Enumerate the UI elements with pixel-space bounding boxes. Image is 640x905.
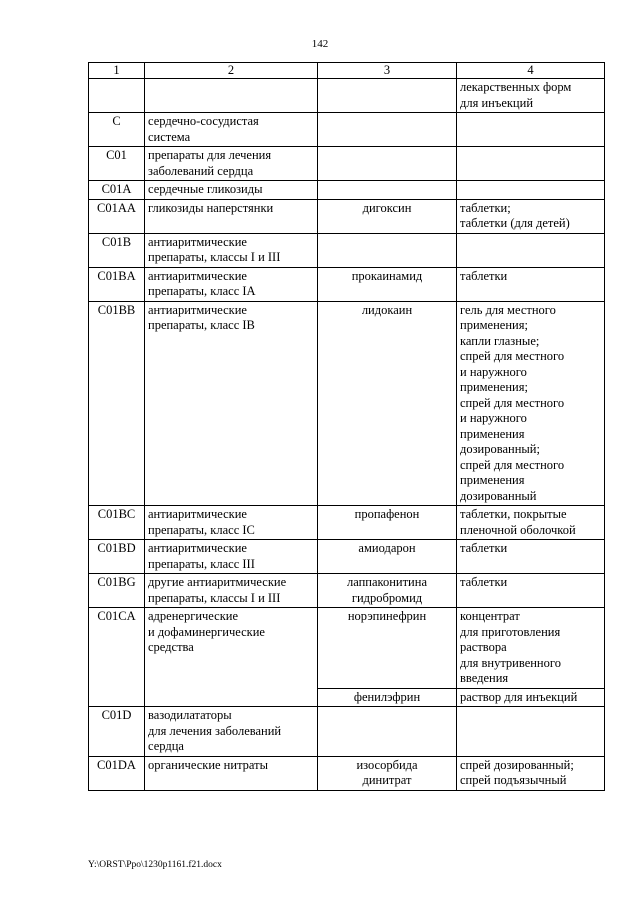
inn-cell bbox=[318, 79, 457, 113]
dosage-form-cell bbox=[457, 147, 605, 181]
table-row bbox=[89, 147, 605, 181]
atc-code-cell: C bbox=[89, 113, 145, 147]
header-col-2: 2 bbox=[145, 63, 318, 79]
inn-cell: амиодарон bbox=[318, 540, 457, 574]
dosage-form-cell: таблетки, покрытые пленочной оболочкой bbox=[457, 506, 605, 540]
atc-code-cell: C01D bbox=[89, 707, 145, 757]
inn-cell bbox=[318, 181, 457, 200]
inn-cell: изосорбида динитрат bbox=[318, 756, 457, 790]
atc-code-cell: C01BC bbox=[89, 506, 145, 540]
dosage-form-cell: таблетки bbox=[457, 267, 605, 301]
atc-code-cell: C01B bbox=[89, 233, 145, 267]
header-row bbox=[89, 63, 605, 79]
table-row bbox=[89, 756, 605, 790]
inn-cell bbox=[318, 113, 457, 147]
dosage-form-cell: таблетки bbox=[457, 574, 605, 608]
dosage-form-cell: спрей дозированный; спрей подъязычный bbox=[457, 756, 605, 790]
table-row bbox=[89, 608, 605, 689]
atc-code-cell: C01BD bbox=[89, 540, 145, 574]
dosage-form-cell: лекарственных форм для инъекций bbox=[457, 79, 605, 113]
header-col-1: 1 bbox=[89, 63, 145, 79]
atc-code-cell: C01BA bbox=[89, 267, 145, 301]
group-cell: гликозиды наперстянки bbox=[145, 199, 318, 233]
dosage-form-cell bbox=[457, 113, 605, 147]
group-cell: сердечные гликозиды bbox=[145, 181, 318, 200]
inn-cell bbox=[318, 147, 457, 181]
atc-code-cell: C01BG bbox=[89, 574, 145, 608]
table-row bbox=[89, 574, 605, 608]
inn-cell: фенилэфрин bbox=[318, 688, 457, 707]
table-row bbox=[89, 113, 605, 147]
group-cell: вазодилататоры для лечения заболеваний сердца bbox=[145, 707, 318, 757]
table-row bbox=[89, 267, 605, 301]
atc-drug-table bbox=[88, 62, 605, 791]
group-cell: другие антиаритмические препараты, классы I и III bbox=[145, 574, 318, 608]
table-row bbox=[89, 199, 605, 233]
inn-cell: лидокаин bbox=[318, 301, 457, 506]
inn-cell bbox=[318, 233, 457, 267]
atc-code-cell: C01BB bbox=[89, 301, 145, 506]
atc-code-cell: C01 bbox=[89, 147, 145, 181]
inn-cell: пропафенон bbox=[318, 506, 457, 540]
table-row bbox=[89, 233, 605, 267]
group-cell: органические нитраты bbox=[145, 756, 318, 790]
atc-code-cell: C01A bbox=[89, 181, 145, 200]
dosage-form-cell bbox=[457, 707, 605, 757]
header-col-3: 3 bbox=[318, 63, 457, 79]
atc-code-cell: C01DA bbox=[89, 756, 145, 790]
group-cell: сердечно-сосудистая система bbox=[145, 113, 318, 147]
atc-code-cell: C01AA bbox=[89, 199, 145, 233]
header-col-4: 4 bbox=[457, 63, 605, 79]
inn-cell: дигоксин bbox=[318, 199, 457, 233]
group-cell: антиаритмические препараты, класс IA bbox=[145, 267, 318, 301]
dosage-form-cell: таблетки; таблетки (для детей) bbox=[457, 199, 605, 233]
table-row bbox=[89, 301, 605, 506]
table-row bbox=[89, 506, 605, 540]
dosage-form-cell: раствор для инъекций bbox=[457, 688, 605, 707]
dosage-form-cell: таблетки bbox=[457, 540, 605, 574]
group-cell bbox=[145, 79, 318, 113]
atc-code-cell bbox=[89, 79, 145, 113]
dosage-form-cell: гель для местного применения; капли глазные; спрей для местного и наружного применения; спрей для местного и наружного применения дозированный; спрей для местного применения дозированный bbox=[457, 301, 605, 506]
dosage-form-cell bbox=[457, 181, 605, 200]
group-cell: антиаритмические препараты, классы I и III bbox=[145, 233, 318, 267]
group-cell: препараты для лечения заболеваний сердца bbox=[145, 147, 318, 181]
group-cell: антиаритмические препараты, класс III bbox=[145, 540, 318, 574]
table-row bbox=[89, 79, 605, 113]
table-row bbox=[89, 540, 605, 574]
inn-cell: прокаинамид bbox=[318, 267, 457, 301]
dosage-form-cell: концентрат для приготовления раствора для внутривенного введения bbox=[457, 608, 605, 689]
group-cell: антиаритмические препараты, класс IB bbox=[145, 301, 318, 506]
page-number: 142 bbox=[311, 38, 329, 50]
inn-cell: норэпинефрин bbox=[318, 608, 457, 689]
group-cell: антиаритмические препараты, класс IC bbox=[145, 506, 318, 540]
table-row bbox=[89, 181, 605, 200]
inn-cell bbox=[318, 707, 457, 757]
document-footer-path: Y:\ORST\Ppo\1230p1161.f21.docx bbox=[88, 860, 222, 870]
table-row bbox=[89, 707, 605, 757]
table-header bbox=[89, 63, 605, 79]
group-cell: адренергические и дофаминергические средства bbox=[145, 608, 318, 707]
inn-cell: лаппаконитина гидробромид bbox=[318, 574, 457, 608]
dosage-form-cell bbox=[457, 233, 605, 267]
atc-code-cell: C01CA bbox=[89, 608, 145, 707]
table-body bbox=[89, 79, 605, 791]
